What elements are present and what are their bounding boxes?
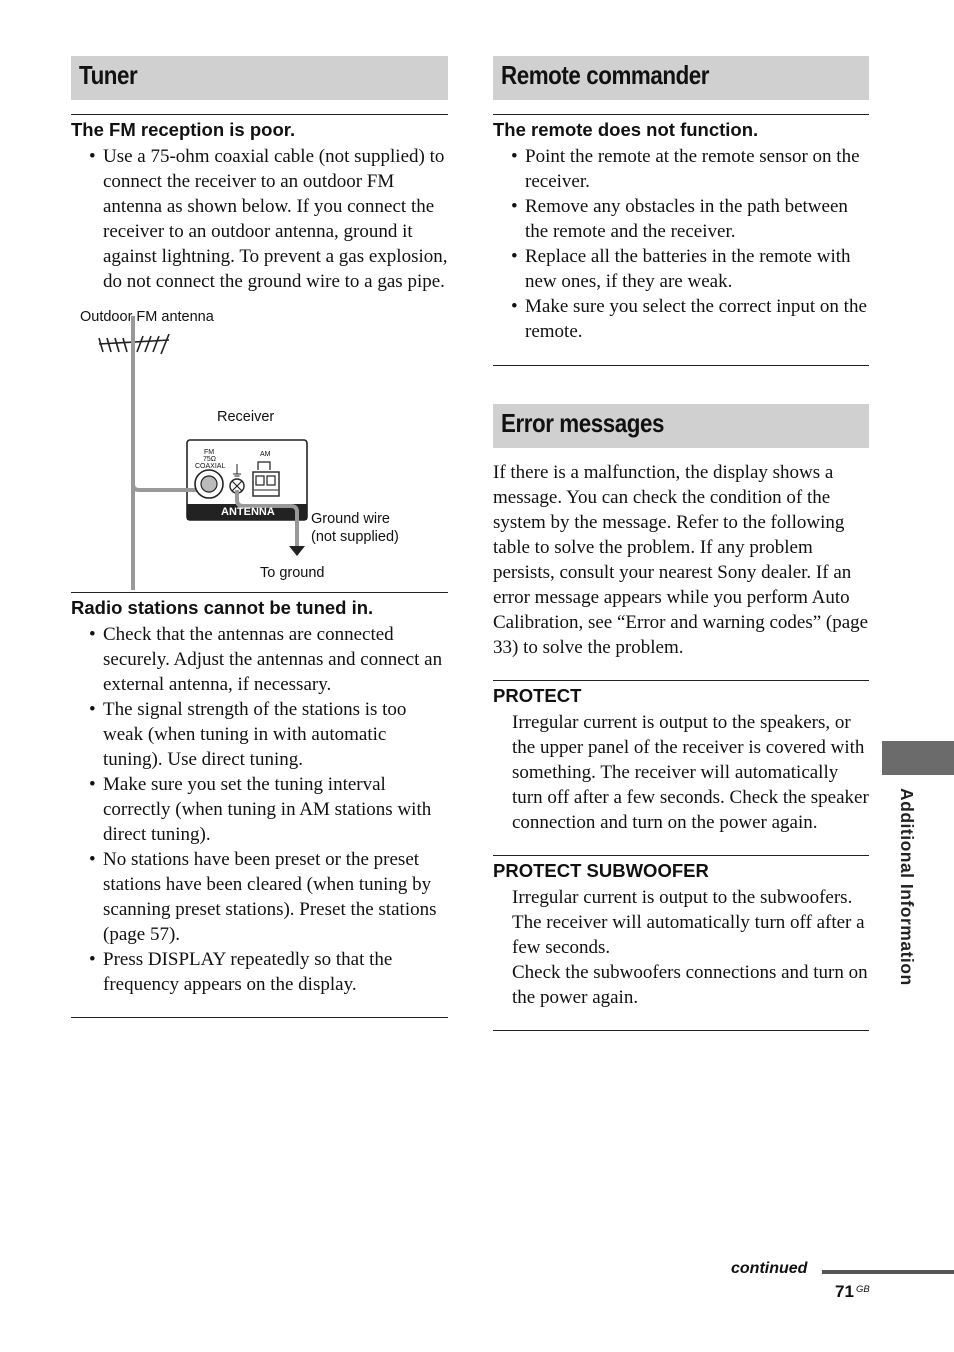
left-column [71,56,448,1018]
list-item: • No stations have been preset or the preset stations have been cleared (when tuning by scanning preset stations). Preset the stations (page 57). [89,849,437,945]
continued-bar [822,1270,954,1274]
chapter-label: Additional Information [897,788,917,986]
continued-label: continued [731,1260,808,1277]
list-item: • Press DISPLAY repeatedly so that the frequency appears on the display. [89,949,393,995]
receiver-label: Receiver [217,409,275,425]
remote-list [493,144,869,344]
chapter-tab [882,741,954,775]
section-title-tuner: Tuner [71,56,448,100]
fm-jack-label-3: COAXIAL [195,463,226,470]
section-title-errors: Error messages [493,404,869,448]
ground-wire-label-2: (not supplied) [311,529,399,545]
list-item: • The signal strength of the stations is too weak (when tuning in with automatic tuning). Use direct tuning. [89,699,407,770]
radio-stations-list [71,622,448,997]
antenna-panel-label: ANTENNA [221,506,275,518]
list-item: • Remove any obstacles in the path between the remote and the receiver. [511,196,848,242]
right-column [493,56,869,1031]
topic-protect-subwoofer: PROTECT SUBWOOFER [493,855,869,883]
page-number: 71 [835,1282,854,1301]
list-item: • Make sure you set the tuning interval correctly (when tuning in AM stations with direct tuning). [89,774,432,845]
list-item: • Make sure you select the correct input on the remote. [511,296,867,342]
protect-subwoofer-description-2: Check the subwoofers connections and turn on the power again. [512,962,868,1008]
list-item: • Point the remote at the remote sensor on the receiver. [511,146,860,192]
topic-remote-not-function: The remote does not function. [493,114,869,142]
fm-jack-label-2: 75Ω [203,456,217,463]
list-item: • Replace all the batteries in the remote with new ones, if they are weak. [511,246,851,292]
topic-fm-reception-poor: The FM reception is poor. [71,114,448,142]
section-title-remote: Remote commander [493,56,869,100]
to-ground-label: To ground [260,565,325,581]
fm-poor-list [71,144,448,294]
list-item: • Check that the antennas are connected securely. Adjust the antennas and connect an external antenna, if necessary. [89,624,443,695]
protect-subwoofer-description-1: Irregular current is output to the subwoofers. The receiver will automatically turn off after a few seconds. [512,887,865,958]
page-number-suffix: GB [856,1284,870,1295]
protect-description: Irregular current is output to the speakers, or the upper panel of the receiver is covered with something. The receiver will automatically turn off after a few seconds. Check the speaker connection and turn on the power again. [512,712,869,833]
topic-radio-stations: Radio stations cannot be tuned in. [71,592,448,620]
section-end-rule [493,365,869,366]
list-item: • Use a 75-ohm coaxial cable (not supplied) to connect the receiver to an outdoor FM antenna as shown below. If you connect the receiver to an outdoor antenna, ground it against lightning. To prevent a gas explosion, do not connect the ground wire to a gas pipe. [89,146,448,292]
antenna-connection-diagram [71,294,448,590]
outdoor-antenna-label: Outdoor FM antenna [80,309,214,325]
section-end-rule [71,1017,448,1018]
topic-protect: PROTECT [493,680,869,708]
am-terminal-label: AM [260,451,271,458]
section-end-rule [493,1030,869,1031]
fm-jack-label-1: FM [204,449,215,456]
errors-intro: If there is a malfunction, the display shows a message. You can check the condition of the system by the message. Refer to the following table to solve the problem. If any problem persists, consult your nearest Sony dealer. If an error message appears while you perform Auto Calibration, see “Error and warning codes” (page 33) to solve the problem. [493,462,869,658]
ground-wire-label-1: Ground wire [311,511,390,527]
